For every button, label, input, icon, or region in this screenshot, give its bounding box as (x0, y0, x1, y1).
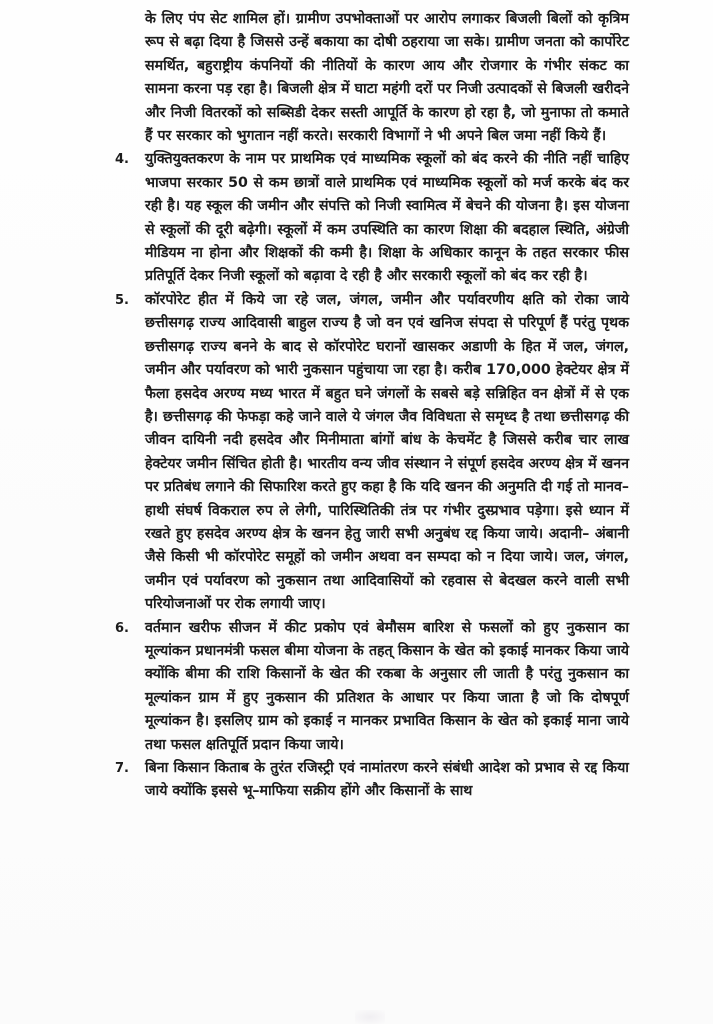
item-number: 4. (115, 152, 129, 168)
scan-smudge (355, 1010, 385, 1024)
list-item-6 (115, 617, 629, 757)
item-number: 6. (115, 620, 129, 636)
item-number: 7. (115, 761, 129, 776)
list-item-5 (115, 289, 629, 617)
item-text: वर्तमान खरीफ सीजन में कीट प्रकोप एवं बेमौसम बारिश से फसलों को हुए नुकसान का मूल्यांकन प्रधानमंत्री फसल बीमा योजना के तहत् किसान के खेत को इकाई मानकर किया जाये क्योंकि बीमा की राशि किसानों के खेत की रकबा के अनुसार ली जाती है परंतु नुकसान का मूल्यांकन ग्राम में हुए नुकसान की प्रतिशत के आधार पर किया जाता है जो कि दोषपूर्ण मूल्यांकन है। इसलिए ग्राम को इकाई न मानकर प्रभावित किसान के खेत को इकाई माना जाये तथा फसल क्षतिपूर्ति प्रदान किया जाये। (145, 619, 629, 753)
item-text: युक्तियुक्तकरण के नाम पर प्राथमिक एवं माध्यमिक स्कूलों को बंद करने की नीति नहीं चाहिए भाजपा सरकार 50 से कम छात्रों वाले प्राथमिक एवं माध्यमिक स्कूलों को मर्ज करके बंद कर रही है। यह स्कूल की जमीन और संपत्ति को निजी स्वामित्व में बेचने की योजना है। इस योजना से स्कूलों की दूरी बढ़ेगी। स्कूलों में कम उपस्थिति का कारण शिक्षा की बदहाल स्थिति, अंग्रेजी मीडियम ना होना और शिक्षकों की कमी है। शिक्षा के अधिकार कानून के तहत सरकार फीस प्रतिपूर्ति देकर निजी स्कूलों को बढ़ावा दे रही है और सरकारी स्कूलों को बंद कर रही है। (145, 151, 629, 285)
item-number: 5. (115, 292, 129, 308)
item-text: बिना किसान किताब के तुरंत रजिस्ट्री एवं नामांतरण करने संबंधी आदेश को प्रभाव से रद्द किया जाये क्योंकि इससे भू–माफिया सक्रीय होंगे और किसानों के साथ (145, 760, 629, 800)
intro-paragraph: के लिए पंप सेट शामिल हों। ग्रामीण उपभोक्ताओं पर आरोप लगाकर बिजली बिलों को कृत्रिम रूप से बढ़ा दिया है जिससे उन्हें बकाया का दोषी ठहराया जा सके। ग्रामीण जनता को कार्पोरेट समर्थित, बहुराष्ट्रीय कंपनियों की नीतियों के कारण आय और रोजगार के गंभीर संकट का सामना करना पड़ रहा है। बिजली क्षेत्र में घाटा महंगी दरों पर निजी उत्पादकों से बिजली खरीदने और निजी वितरकों को सब्सिडी देकर सस्ती आपूर्ति के कारण हो रहा है, जो मुनाफा तो कमाते हैं पर सरकार को भुगतान नहीं करते। सरकारी विभागों ने भी अपने बिल जमा नहीं किये हैं। (145, 11, 629, 145)
list-item-7 (115, 757, 629, 804)
item-text: कॉरपोरेट हीत में किये जा रहे जल, जंगल, जमीन और पर्यावरणीय क्षति को रोका जाये छत्तीसगढ़ राज्य आदिवासी बाहुल राज्य है जो वन एवं खनिज संपदा से परिपूर्ण हैं परंतु पृथक छत्तीसगढ़ राज्य बनने के बाद से कॉरपोरेट घरानों खासकर अडाणी के हित में जल, जंगल, जमीन और पर्यावरण को भारी नुकसान पहुंचाया जा रहा है। करीब 170,000 हेक्टेयर क्षेत्र में फैला हसदेव अरण्य मध्य भारत में बहुत घने जंगलों के सबसे बड़े सन्निहित वन क्षेत्रों में से एक है। छत्तीसगढ़ की फेफड़ा कहे जाने वाले ये जंगल जैव विविधता से समृध्द है तथा छत्तीसगढ़ की जीवन दायिनी नदी हसदेव और मिनीमाता बांगों बांध के केचमेंट है जिससे करीब चार लाख हेक्टेयर जमीन सिंचित होती है। भारतीय वन्य जीव संस्थान ने संपूर्ण हसदेव अरण्य क्षेत्र में खनन पर प्रतिबंध लगाने की सिफारिश करते हुए कहा है कि यदि खनन की अनुमति दी गई तो मानव–हाथी संघर्ष विकराल रुप ले लेगी, पारिस्थितिकी तंत्र पर गंभीर दुस्प्रभाव पड़ेगा। इसे ध्यान में रखते हुए हसदेव अरण्य क्षेत्र के खनन हेतु जारी सभी अनुबंध रद्द किया जाये। अदानी– अंबानी जैसे किसी भी कॉरपोरेट समूहों को जमीन अथवा वन सम्पदा को न दिया जाये। जल, जंगल, जमीन एवं पर्यावरण को नुकसान तथा आदिवासियों को रहवास से बेदखल करने वाली सभी परियोजनाओं पर रोक लगायी जाए। (145, 291, 629, 613)
list-item-4 (115, 148, 629, 288)
document-body (115, 8, 629, 804)
